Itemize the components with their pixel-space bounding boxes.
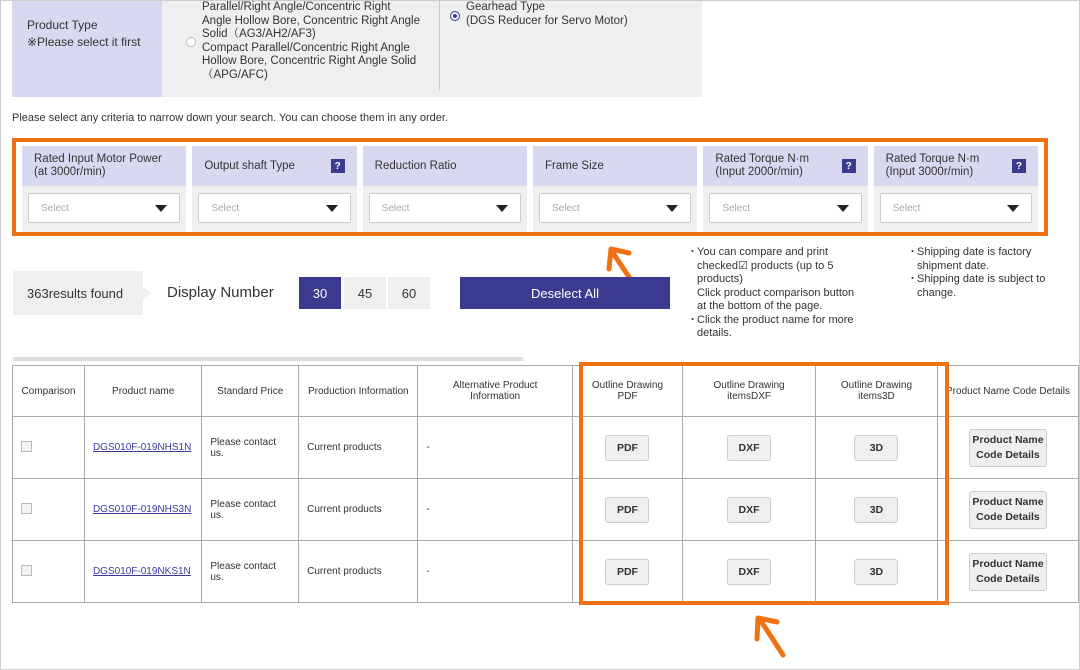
filter-rated-torque-2000 [703, 146, 867, 232]
note-line: You can compare and print [697, 246, 829, 258]
filter-label: Rated Input Motor Power [34, 153, 162, 165]
bullet: ・ [687, 313, 698, 326]
radio-unselected-icon[interactable] [186, 37, 196, 47]
display-number-label: Display Number [167, 284, 274, 301]
comparison-cell [13, 479, 85, 541]
select-placeholder: Select [41, 202, 69, 214]
column-header: Comparison [13, 366, 85, 417]
help-icon[interactable]: ? [842, 159, 856, 173]
column-header: Alternative Product Information [418, 366, 572, 417]
filter-sublabel: (at 3000r/min) [34, 166, 106, 178]
filter-label: Output shaft Type [204, 159, 295, 172]
product-type-label [12, 1, 162, 97]
annotation-arrow-icon [749, 609, 795, 661]
filter-select-dropdown[interactable] [28, 193, 180, 223]
option-text-line: Angle Hollow Bore, Concentric Right Angle [202, 14, 420, 27]
price-cell: Please contact us. [202, 417, 299, 479]
note-item [687, 314, 887, 341]
alternative-cell: - [418, 417, 572, 479]
alternative-cell: - [418, 479, 572, 541]
price-cell: Please contact us. [202, 541, 299, 603]
table-row [13, 417, 1079, 479]
bullet: ・ [907, 246, 918, 258]
code-details-cell [937, 417, 1078, 479]
page-size-60[interactable]: 60 [388, 277, 430, 309]
option-text-line: Compact Parallel/Concentric Right Angle [202, 41, 410, 54]
filter-select-dropdown[interactable] [539, 193, 691, 223]
code-details-cell [937, 479, 1078, 541]
note-line: Click the product name for more [697, 313, 854, 326]
shipping-notes [907, 246, 1072, 300]
code-details-button[interactable] [969, 553, 1047, 591]
option-text-line: Hollow Bore, Concentric Right Angle Solid [202, 55, 417, 67]
column-header: Standard Price [202, 366, 299, 417]
filter-label: Rated Torque N·m [885, 153, 980, 165]
pdf-download-button[interactable]: PDF [605, 559, 649, 585]
note-item [907, 246, 1072, 273]
button-line: Code Details [976, 572, 1040, 585]
column-header: Product name [84, 366, 201, 417]
note-item [687, 246, 887, 314]
option-text-line: （APG/AFC) [202, 68, 268, 81]
filter-sublabel: (Input 3000r/min) [885, 166, 974, 178]
filter-header [533, 146, 697, 186]
dxf-download-button[interactable]: DXF [727, 559, 771, 585]
product-type-option-parallel[interactable] [184, 1, 439, 82]
code-details-button[interactable] [969, 429, 1047, 467]
3d-cell [815, 479, 937, 541]
compare-checkbox[interactable] [21, 503, 32, 514]
production-cell: Current products [299, 417, 418, 479]
chevron-down-icon [326, 205, 338, 212]
filter-output-shaft-type [192, 146, 356, 232]
chevron-down-icon [666, 205, 678, 212]
button-line: Product Name [972, 495, 1044, 508]
button-line: Code Details [976, 448, 1040, 461]
3d-cell [815, 541, 937, 603]
note-line: at the bottom of the page. [697, 300, 823, 312]
production-cell: Current products [299, 479, 418, 541]
results-count-text: 363results found [27, 285, 124, 301]
code-details-cell [937, 541, 1078, 603]
filter-select-dropdown[interactable] [198, 193, 350, 223]
3d-download-button[interactable]: 3D [854, 497, 898, 523]
filter-label: Rated Torque N·m [715, 153, 810, 165]
comparison-cell [13, 417, 85, 479]
option-text-line: Gearhead Type [466, 1, 546, 13]
column-header: Outline Drawing PDF [572, 366, 682, 417]
compare-checkbox[interactable] [21, 441, 32, 452]
help-icon[interactable]: ? [331, 159, 345, 173]
note-line: Shipping date is subject to [917, 273, 1046, 285]
note-line: Click product comparison button [697, 286, 855, 299]
table-row [13, 479, 1079, 541]
comparison-notes [687, 246, 887, 341]
product-name-cell [84, 541, 201, 603]
dxf-download-button[interactable]: DXF [727, 435, 771, 461]
help-icon[interactable]: ? [1012, 159, 1026, 173]
criteria-instructions: Please select any criteria to narrow down your search. You can choose them in any order. [12, 112, 448, 124]
results-count [13, 271, 143, 315]
note-line: products) [697, 273, 743, 285]
product-type-title: Product Type [27, 18, 98, 32]
note-item [907, 273, 1072, 300]
product-name-cell [84, 417, 201, 479]
column-header: Product Name Code Details [937, 366, 1078, 417]
bullet: ・ [907, 273, 918, 285]
page-size-45[interactable]: 45 [344, 277, 386, 309]
filter-header [363, 146, 527, 186]
note-line: checked☑ products (up to 5 [697, 259, 834, 272]
product-type-option-gearhead[interactable] [439, 1, 702, 91]
filter-reduction-ratio [363, 146, 527, 232]
product-type-hint: ※Please select it first [27, 35, 141, 49]
3d-cell [815, 417, 937, 479]
option-text-line: Solid（AG3/AH2/AF3) [202, 28, 316, 40]
filter-select-dropdown[interactable] [369, 193, 521, 223]
filter-sublabel: (Input 2000r/min) [715, 166, 803, 178]
pdf-download-button[interactable]: PDF [605, 435, 649, 461]
column-header: Outline Drawing itemsDXF [683, 366, 816, 417]
dxf-download-button[interactable]: DXF [727, 497, 771, 523]
filter-select-dropdown[interactable] [709, 193, 861, 223]
alternative-cell: - [418, 541, 572, 603]
select-placeholder: Select [892, 202, 921, 214]
filter-header [22, 146, 186, 186]
product-name-link[interactable]: DGS010F-019NKS1N [92, 566, 191, 577]
chevron-down-icon [1007, 205, 1019, 212]
table-header-row [13, 366, 1079, 417]
filter-header [703, 146, 867, 186]
product-type-panel [12, 1, 702, 97]
filter-label: Reduction Ratio [374, 159, 457, 172]
button-line: Product Name [972, 557, 1044, 570]
pdf-cell [572, 417, 682, 479]
price-cell: Please contact us. [202, 479, 299, 541]
product-name-link[interactable]: DGS010F-019NHS3N [92, 504, 192, 515]
filter-frame-size [533, 146, 697, 232]
bullet: ・ [687, 246, 698, 258]
chevron-down-icon [496, 205, 508, 212]
select-placeholder: Select [211, 202, 240, 214]
filter-select-dropdown[interactable] [880, 193, 1032, 223]
button-line: Product Name [972, 433, 1044, 446]
filter-rated-input-power [22, 146, 186, 232]
chevron-down-icon [837, 205, 849, 212]
dxf-cell [683, 541, 816, 603]
radio-selected-icon[interactable] [450, 11, 460, 21]
select-placeholder: Select [551, 202, 580, 214]
note-line: details. [697, 327, 732, 339]
button-line: Code Details [976, 510, 1040, 523]
note-line: Shipping date is factory [917, 246, 1032, 258]
column-header: Production Information [299, 366, 418, 417]
select-placeholder: Select [722, 202, 751, 214]
compare-checkbox[interactable] [21, 565, 32, 576]
filter-label: Frame Size [544, 159, 604, 172]
note-line: shipment date. [917, 259, 990, 272]
filter-header [192, 146, 356, 186]
production-cell: Current products [299, 541, 418, 603]
3d-download-button[interactable]: 3D [854, 559, 898, 585]
column-header: Outline Drawing items3D [815, 366, 937, 417]
filter-header [874, 146, 1038, 186]
select-placeholder: Select [381, 202, 410, 214]
comparison-cell [13, 541, 85, 603]
filter-panel [12, 138, 1048, 236]
page-size-30[interactable]: 30 [299, 277, 341, 309]
pdf-download-button[interactable]: PDF [605, 497, 649, 523]
deselect-all-button[interactable]: Deselect All [460, 277, 670, 309]
product-name-link[interactable]: DGS010F-019NHS1N [92, 442, 192, 453]
horizontal-scrollbar[interactable] [13, 357, 523, 361]
pdf-cell [572, 541, 682, 603]
table-row [13, 541, 1079, 603]
results-table [12, 365, 1079, 603]
chevron-down-icon [155, 205, 167, 212]
product-name-cell [84, 479, 201, 541]
option-text-line: (DGS Reducer for Servo Motor) [466, 14, 628, 27]
filter-rated-torque-3000 [874, 146, 1038, 232]
code-details-button[interactable] [969, 491, 1047, 529]
3d-download-button[interactable]: 3D [854, 435, 898, 461]
dxf-cell [683, 417, 816, 479]
dxf-cell [683, 479, 816, 541]
pdf-cell [572, 479, 682, 541]
note-line: change. [917, 286, 957, 299]
option-text-line: Parallel/Right Angle/Concentric Right [202, 1, 391, 13]
